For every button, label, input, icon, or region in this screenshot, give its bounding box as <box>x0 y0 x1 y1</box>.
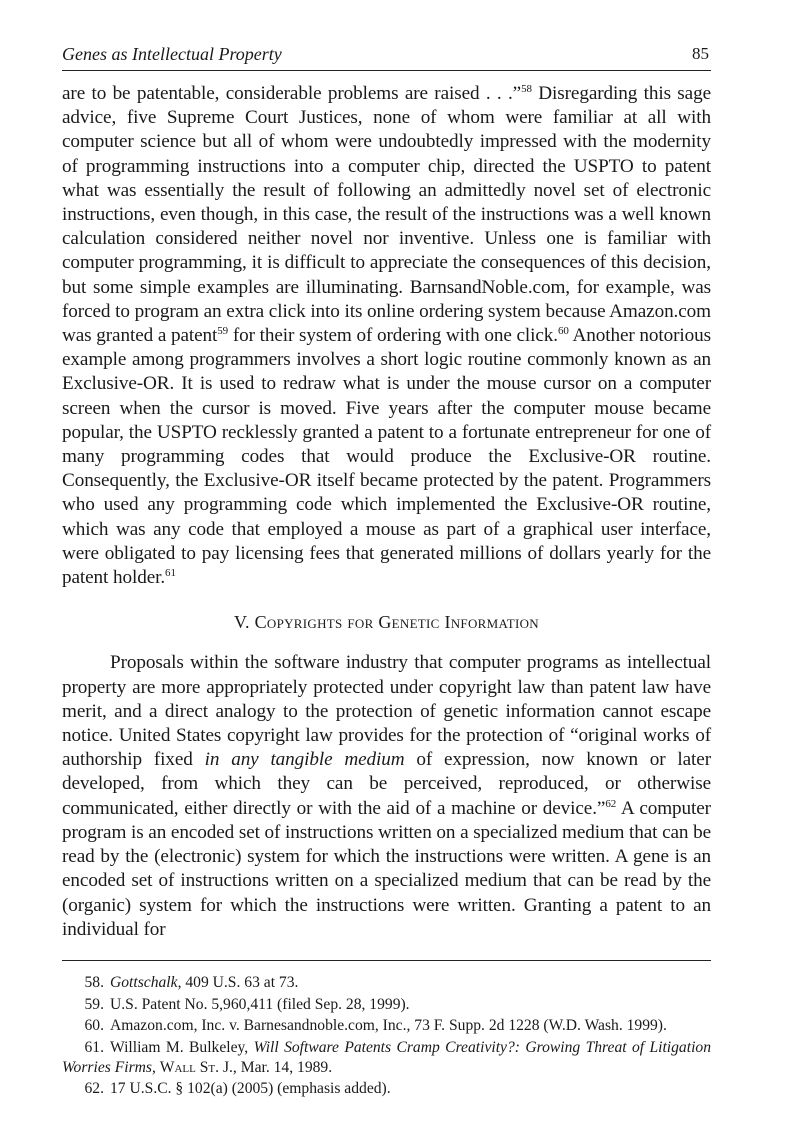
running-title: Genes as Intellectual Property <box>62 44 282 64</box>
running-header <box>62 40 711 71</box>
footnote-ref-59[interactable]: 59 <box>217 325 229 338</box>
footnote-ref-60[interactable]: 60 <box>558 325 569 338</box>
footnote-58: 58. Gottschalk, 409 U.S. 63 at 73. <box>84 974 299 991</box>
footnote-60: 60. Amazon.com, Inc. v. Barnesandnoble.com, Inc., 73 F. Supp. 2d 1228 (W.D. Wash. 1999). <box>84 1017 667 1034</box>
paragraph-1: are to be patentable, considerable problems are raised . . .”$^{58}$ Disregarding this sage advice, five Supreme Court Justices, none of whom were familiar at all with computer science but all of whom were undoubtedly impressed with the modernity of programming instructions into a computer chip, directed the USPTO to patent what was essentially the result of following an admittedly novel set of electronic instructions, even though, in this case, the result of the instructions was a well known calculation considered neither novel nor inventive. Unless one is familiar with computer programming, it is difficult to appreciate the consequences of this decision, but some simple examples are illuminating. BarnsandNoble.com, for example, was forced to program an extra click into its online ordering system because Amazon.com was granted a patent$^{59}$ for their system of ordering with one click.$^{60}$ Another notorious example among programmers involves a short logic routine commonly known as an Exclusive-OR. It is used to redraw what is under the mouse cursor on a computer screen when the cursor is moved. Five years after the computer mouse became popular, the USPTO recklessly granted a patent to a fortunate entrepreneur for one of many programming codes that would produce the Exclusive-OR routine. Consequently, the Exclusive-OR itself became protected by the patent. Programmers who used any programming code which implemented the Exclusive-OR routine, which was any code that employed a mouse as part of a graphical user interface, were obligated to pay licensing fees that generated millions of dollars yearly for the patent holder.$^{61}$ <box>62 83 711 589</box>
paragraph-2: Proposals within the software industry that computer programs as intellectual property are more appropriately protected under copyright law than patent law have merit, and a direct analogy to the protection of genetic information cannot escape notice. United States copyright law provides for the protection of “original works of authorship fixed in any tangible medium of expression, now known or later developed, from which they can be perceived, reproduced, or otherwise communicated, either directly or with the aid of a machine or device.”$^{62}$ A computer program is an encoded set of instructions written on a specialized medium that can be read by the (electronic) system for which the instructions were written. A gene is an encoded set of instructions written on a specialized medium that can be read by the (organic) system for which the instructions were written. Granting a patent to an individual for <box>62 652 712 940</box>
footnote-ref-61[interactable]: 61 <box>165 567 176 580</box>
page-number: 85 <box>692 44 709 63</box>
footnotes <box>62 973 711 1101</box>
footnote-59: 59. U.S. Patent No. 5,960,411 (filed Sep. 28, 1999). <box>84 995 410 1013</box>
footnote-ref-62[interactable]: 62 <box>605 797 617 810</box>
footnote-61: 61. William M. Bulkeley, Will Software Patents Cramp Creativity?: Growing Threat of Litigation Worries Firms, Wall St. J., Mar. 14, 1989. <box>62 1038 711 1076</box>
section-heading: V. Copyrights for Genetic Information <box>234 612 539 633</box>
footnote-62: 62. 17 U.S.C. § 102(a) (2005) (emphasis added). <box>84 1080 391 1097</box>
footnote-ref-58[interactable]: 58 <box>521 83 532 95</box>
footnote-divider <box>62 960 711 961</box>
body-text <box>62 82 711 942</box>
